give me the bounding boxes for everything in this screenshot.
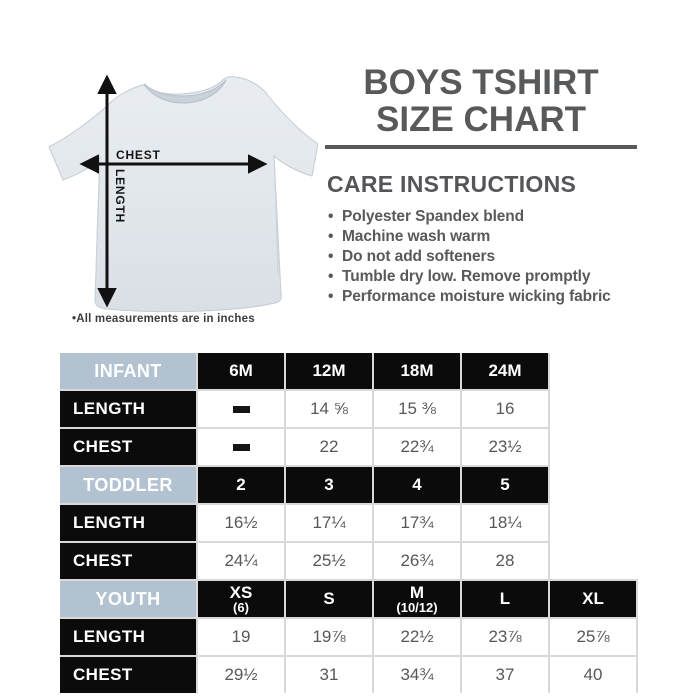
value-cell: 23⅞ [461,618,549,656]
value-cell: 23½ [461,428,549,466]
dash-mark [233,406,250,413]
size-group-row [60,580,637,618]
care-instruction-item: • Tumble dry low. Remove promptly [327,267,695,287]
value-cell: 22½ [373,618,461,656]
size-group-row [60,466,637,504]
size-col-header-text: 12M [312,361,346,380]
title-divider [325,145,637,149]
measure-row [60,390,637,428]
value-cell: 25⅞ [549,618,637,656]
value-cell: 37 [461,656,549,693]
measure-label-cell: LENGTH [60,618,197,656]
care-instructions-heading: CARE INSTRUCTIONS [327,171,577,197]
value-cell: 14 ⅝ [285,390,373,428]
value-cell: 26¾ [373,542,461,580]
title-block [316,64,646,149]
size-col-header [285,353,373,390]
size-col-header [285,580,373,618]
value-cell: 28 [461,542,549,580]
tshirt-body [49,77,318,312]
size-col-header [461,353,549,390]
size-col-header-text: M [409,582,425,602]
size-chart-table [60,353,638,693]
tshirt-illustration [28,60,320,312]
value-cell [197,390,285,428]
care-instruction-item: • Do not add softeners [327,247,695,267]
measure-row [60,542,637,580]
size-col-header [461,466,549,504]
value-cell: 19 [197,618,285,656]
size-col-header [197,466,285,504]
measure-row [60,428,637,466]
group-cell: INFANT [60,353,197,390]
value-cell: 29½ [197,656,285,693]
value-cell: 40 [549,656,637,693]
care-instruction-item: • Machine wash warm [327,227,695,247]
care-instructions-list [327,207,695,307]
group-cell: YOUTH [60,580,197,618]
value-cell: 19⅞ [285,618,373,656]
size-col-header [197,580,285,618]
size-col-header [461,580,549,618]
shirt-diagram [28,60,320,312]
measure-label-cell: LENGTH [60,504,197,542]
dash-mark [233,444,250,451]
size-col-header-text: XS [229,582,253,602]
size-col-header [197,353,285,390]
measure-row [60,618,637,656]
size-col-header [373,353,461,390]
measure-label-cell: CHEST [60,542,197,580]
value-cell: 16 [461,390,549,428]
measure-label-cell: CHEST [60,428,197,466]
size-col-header-text: 6M [229,361,253,380]
size-col-header [549,580,637,618]
value-cell [197,428,285,466]
care-instructions-section [327,171,695,307]
size-col-header [373,580,461,618]
measure-row [60,504,637,542]
measure-label-cell: LENGTH [60,390,197,428]
value-cell: 15 ⅜ [373,390,461,428]
size-col-header-text: 2 [236,475,246,494]
value-cell: 22¾ [373,428,461,466]
size-col-header-text: 24M [488,361,522,380]
measure-row [60,656,637,693]
measure-label-cell: CHEST [60,656,197,693]
size-col-header-text: S [323,589,335,608]
size-col-header-text: 3 [324,475,334,494]
care-instruction-item: • Polyester Spandex blend [327,207,695,227]
size-col-header-text: (10/12) [396,599,438,615]
size-col-header-text: 18M [400,361,434,380]
value-cell: 18¼ [461,504,549,542]
value-cell: 34¾ [373,656,461,693]
size-col-header-text: XL [582,589,604,608]
value-cell: 24¼ [197,542,285,580]
page-title-line2: SIZE CHART [376,100,586,139]
value-cell: 31 [285,656,373,693]
size-col-header-text: (6) [233,599,249,615]
care-instruction-item: • Performance moisture wicking fabric [327,287,695,307]
value-cell: 22 [285,428,373,466]
page-title-line1: BOYS TSHIRT [363,63,599,102]
length-label: LENGTH [113,168,127,224]
value-cell: 16½ [197,504,285,542]
value-cell: 17¼ [285,504,373,542]
size-group-row [60,353,637,390]
size-col-header-text: 4 [412,475,422,494]
group-cell: TODDLER [60,466,197,504]
size-col-header [285,466,373,504]
value-cell: 25½ [285,542,373,580]
measurements-footnote: •All measurements are in inches [72,313,255,325]
chest-label: CHEST [116,148,161,162]
size-col-header-text: 5 [500,475,510,494]
size-col-header [373,466,461,504]
size-col-header-text: L [499,589,511,608]
value-cell: 17¾ [373,504,461,542]
